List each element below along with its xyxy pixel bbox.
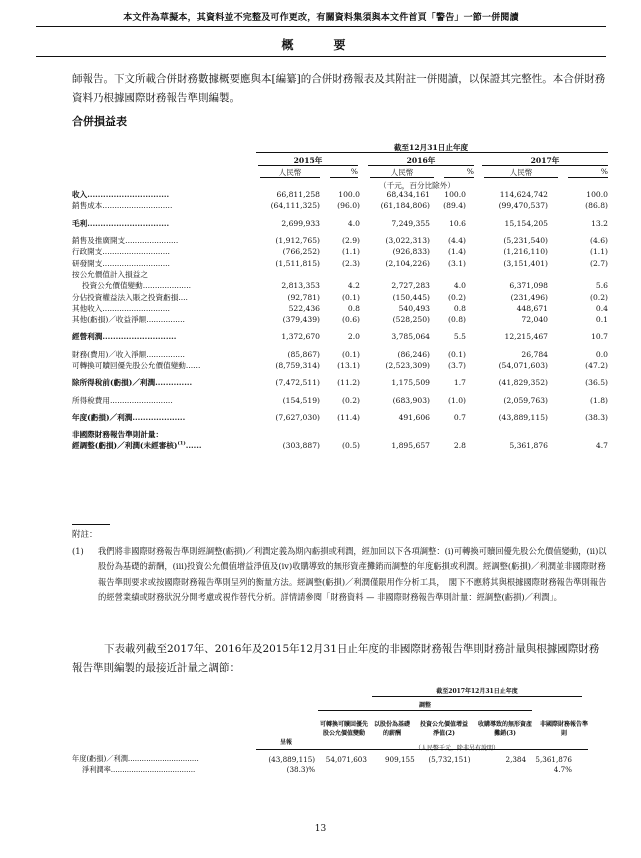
cell-value: 448,671	[516, 303, 548, 313]
recon-cell: 2,384	[505, 754, 527, 764]
cell-value: (1.4)	[447, 247, 466, 257]
cell-value: 66,811,258	[276, 190, 320, 200]
row-label: 非國際財務報告準則計量：	[72, 430, 164, 440]
cell-value: (0.6)	[341, 315, 360, 325]
cell-value	[320, 269, 360, 280]
page-number: 13	[314, 824, 327, 834]
cell-value: (2.3)	[341, 258, 360, 268]
cur-rule-5	[484, 177, 558, 178]
cell-value: (3,022,313)	[385, 236, 430, 246]
cell-value: (1,912,765)	[275, 236, 320, 246]
note-text: 我們將非國際財務報告準則經調整(虧損)／利潤定義為期內虧損或利潤，經加回以下各項調整：(i)可轉換可贖回優先股公允價值變動，(ii)以股份為基礎的薪酬，(iii)投資公允價值增益淨值及(iv)收購導致的無形資產攤銷而調整的年度虧損或利潤。經調整(虧損)／利潤並非國際財務報告準則要求或按國際財務報告準則呈列的衡量方法。經調整(虧損)／利潤僅限用作分析工具， 閣下不應將其與根據國際財務報告準則報告的經營業績或財務狀況分開考慮或視作替代分析。詳情請參閱「財務資料 — 非國際財務報告準則計量：經調整(虧損)／利潤」。	[98, 546, 607, 603]
row-label: 銷售及推廣開支......................	[72, 236, 179, 246]
cell-value: (36.5)	[585, 378, 608, 388]
recon-period-header: 截至2017年12月31日止年度	[436, 688, 518, 695]
cell-value: (303,887)	[282, 441, 320, 451]
cell-value: 1.7	[453, 378, 466, 388]
pct-2017: %	[600, 167, 608, 176]
cell-value: 0.7	[453, 412, 466, 422]
currency-2017: 人民幣	[509, 168, 533, 177]
row-label: 行政開支............................	[72, 247, 170, 257]
cell-value: (379,439)	[282, 315, 320, 325]
title-rule	[36, 56, 606, 57]
reconciliation-intro: 下表載列截至2017年、2016年及2015年12月31日止年度的非國際財務報告準則財務計量與根據國際財務報告準則編製的最接近計量之調節：	[72, 643, 600, 674]
cell-value: 4.0	[453, 281, 466, 291]
cell-value: 3,785,064	[391, 332, 430, 342]
cell-value: (86.8)	[585, 201, 608, 211]
cell-value: (683,903)	[392, 395, 430, 405]
cur-rule-4	[444, 177, 474, 178]
cell-value: 0.0	[595, 349, 608, 359]
row-label: 除所得稅前(虧損)／利潤..............	[72, 378, 193, 388]
cell-value: 2.8	[453, 441, 466, 451]
currency-2016: 人民幣	[390, 168, 414, 177]
cell-value: (89.4)	[443, 201, 466, 211]
cell-value: 72,040	[521, 315, 548, 325]
cell-value: (2.9)	[341, 236, 360, 246]
cell-value: 1,372,670	[281, 332, 320, 342]
recon-cell	[315, 765, 367, 776]
year-rule-2016	[368, 165, 474, 166]
row-label: 財務(費用)／收入淨額................	[72, 349, 185, 359]
cell-value: 100.0	[586, 190, 608, 200]
recon-cell: 4.7%	[553, 765, 572, 775]
cell-value: (11.4)	[337, 412, 360, 422]
row-label: 所得稅費用..........................	[72, 395, 173, 405]
cell-value: (2,059,763)	[503, 395, 548, 405]
recon-cell: 54,071,603	[325, 754, 367, 764]
cell-value: 1,895,657	[391, 441, 430, 451]
recon-cell: (43,889,115)	[268, 754, 316, 764]
header-rule	[36, 26, 606, 27]
cell-value: (86,246)	[397, 349, 430, 359]
recon-col-amortization: 收購導致的無形資產攤銷(3)	[478, 721, 533, 737]
cell-value	[320, 429, 360, 440]
cell-value: (2,523,309)	[385, 361, 430, 370]
year-rule-2017	[482, 165, 608, 166]
cell-value: (7,627,030)	[275, 412, 320, 422]
cell-value: (0.1)	[341, 292, 360, 302]
row-label: 其他(虧損)／收益淨額................	[72, 315, 185, 325]
cell-value: (4.6)	[589, 236, 608, 246]
row-label: 可轉換可贖回優先股公允價值變動......	[72, 361, 201, 370]
cell-value: 26,784	[521, 349, 548, 359]
cell-value: (41,829,352)	[498, 378, 548, 388]
note-number: (1)	[72, 546, 84, 556]
note-item	[72, 544, 608, 606]
recon-row-label: 淨利潤率.....................................	[82, 764, 196, 774]
cell-value: (7,472,511)	[275, 378, 320, 388]
cell-value: 0.1	[595, 315, 608, 325]
recon-col-preferred: 可轉換可贖回優先股公允價值變動	[319, 721, 368, 737]
cell-value: 0.8	[453, 303, 466, 313]
cell-value: 5.5	[453, 332, 466, 342]
cell-value: (3,151,401)	[503, 258, 548, 268]
cell-value	[260, 429, 320, 440]
cell-value: (61,184,806)	[380, 201, 430, 211]
reconciliation-table	[72, 754, 572, 775]
cur-rule-1	[260, 177, 320, 178]
cell-value: (1.8)	[589, 395, 608, 405]
cell-value: 491,606	[398, 412, 430, 422]
row-label: 收入...............................	[72, 190, 170, 200]
cell-value: (528,250)	[392, 315, 430, 325]
cell-value	[466, 269, 548, 280]
cell-value: (0.8)	[447, 315, 466, 325]
table-row	[72, 412, 608, 423]
table-row	[72, 360, 608, 371]
cell-value: 15,154,205	[504, 218, 548, 228]
cell-value: 4.2	[347, 281, 360, 291]
row-label: 銷售成本.............................	[72, 201, 173, 211]
cell-value: (13.1)	[337, 361, 360, 370]
cell-value: (38.3)	[585, 412, 608, 422]
recon-cell: 5,361,876	[535, 754, 572, 764]
row-label: 年度(虧損)／利潤....................	[72, 412, 186, 422]
recon-cell: 909,155	[384, 754, 415, 764]
year-rule-2015	[258, 165, 358, 166]
cell-value: 5.6	[595, 281, 608, 291]
cell-value: (1.1)	[589, 247, 608, 257]
recon-cell	[367, 765, 415, 776]
cell-value: (92,781)	[287, 292, 320, 302]
cell-value: (4.4)	[447, 236, 466, 246]
table-row	[72, 280, 608, 291]
income-statement-table	[72, 189, 608, 452]
cell-value: 2,699,933	[281, 218, 320, 228]
table-row	[72, 331, 608, 342]
recon-col-reported: 呈報	[279, 739, 292, 746]
cell-value: (85,867)	[287, 349, 320, 359]
cell-value: (47.2)	[585, 361, 608, 370]
cur-rule-6	[568, 177, 608, 178]
cell-value: (154,519)	[282, 395, 320, 405]
cell-value: 2.0	[347, 332, 360, 342]
cell-value: 100.0	[444, 190, 466, 200]
cell-value: 10.6	[449, 218, 466, 228]
pct-2015: %	[350, 167, 358, 176]
table-row	[72, 314, 608, 325]
recon-row	[72, 754, 572, 765]
year-2017: 2017年	[530, 156, 560, 165]
cell-value: (8,759,314)	[275, 361, 320, 370]
cell-value: (99,470,537)	[498, 201, 548, 211]
table-row	[72, 303, 608, 314]
cell-value: (0.2)	[447, 292, 466, 302]
cell-value: (5,231,540)	[503, 236, 548, 246]
recon-row	[72, 765, 572, 776]
page-title: 概 要	[281, 38, 360, 52]
cell-value: 540,493	[398, 303, 430, 313]
row-label: 毛利...............................	[72, 218, 170, 228]
cell-value: 12,215,467	[504, 332, 548, 342]
cell-value: (54,071,603)	[498, 361, 548, 370]
row-label: 其他收入............................	[72, 303, 170, 313]
cell-value: (3.1)	[447, 258, 466, 268]
cell-value: 2,727,283	[391, 281, 430, 291]
recon-cell	[471, 765, 527, 776]
recon-col-non-ifrs: 非國際財務報告準則	[540, 721, 589, 737]
draft-disclaimer: 本文件為草擬本，其資料並不完整及可作更改，有關資料集須與本文件首頁「警告」一節一併閱讀	[123, 13, 519, 23]
year-2015: 2015年	[293, 156, 323, 165]
cell-value: (0.2)	[341, 395, 360, 405]
cell-value: (926,833)	[392, 247, 430, 257]
cell-value: (766,252)	[282, 247, 320, 257]
cell-value: (0.1)	[447, 349, 466, 359]
period-header: 截至12月31日止年度	[393, 143, 469, 152]
recon-cell: (38.3)%	[286, 765, 316, 775]
row-label: 投資公允價值變動....................	[82, 281, 192, 291]
cell-value: 0.8	[347, 303, 360, 313]
recon-adjust-rule	[318, 710, 532, 711]
row-label: 分佔投資權益法入賬之投資虧損....	[72, 292, 188, 302]
cell-value: 1,175,509	[391, 378, 430, 388]
table-row	[72, 257, 608, 268]
cell-value: 522,436	[288, 303, 320, 313]
row-label: 經調整(虧損)／利潤(未經審核)$^{(1)}$......	[72, 440, 202, 451]
row-label: 按公允價值計入損益之	[72, 269, 148, 279]
cell-value: (1.0)	[447, 395, 466, 405]
recon-col-investment-gain: 投資公允價值增益淨值(2)	[419, 721, 468, 737]
section-title: 合併損益表	[72, 115, 127, 128]
table-row	[72, 269, 608, 280]
row-label: 研發開支............................	[72, 258, 170, 268]
cell-value	[360, 429, 430, 440]
cell-value: 68,434,161	[386, 190, 430, 200]
table-row	[72, 377, 608, 388]
cell-value: (2.7)	[589, 258, 608, 268]
cell-value: (0.5)	[341, 441, 360, 451]
cell-value: (231,496)	[510, 292, 548, 302]
recon-period-rule	[372, 696, 582, 697]
cell-value: (150,445)	[392, 292, 430, 302]
cell-value: (1,511,815)	[275, 258, 320, 268]
table-row	[72, 200, 608, 211]
currency-2015: 人民幣	[278, 168, 302, 177]
cell-value: (1.1)	[341, 247, 360, 257]
cell-value	[548, 429, 608, 440]
table-row	[72, 189, 608, 200]
table-row	[72, 349, 608, 360]
recon-cell: (5,732,151)	[428, 754, 471, 764]
cell-value	[260, 269, 320, 280]
cell-value: (43,889,115)	[498, 412, 548, 422]
recon-row-label: 年度(虧損)／利潤...............................	[72, 754, 199, 764]
cell-value	[548, 269, 608, 280]
cell-value	[360, 269, 430, 280]
cell-value: (1,216,110)	[503, 247, 548, 257]
cell-value: (0.2)	[589, 292, 608, 302]
cell-value: 4.0	[347, 218, 360, 228]
cell-value: (2,104,226)	[385, 258, 430, 268]
period-rule	[256, 152, 608, 153]
cur-rule-2	[330, 177, 358, 178]
recon-col-share-comp: 以股份為基礎的薪酬	[373, 721, 410, 737]
cell-value: 4.7	[595, 441, 608, 451]
cell-value: (64,111,325)	[270, 201, 320, 211]
row-label: 經營利潤............................	[72, 332, 177, 342]
cell-value	[466, 429, 548, 440]
cell-value: 7,249,355	[391, 218, 430, 228]
cell-value: 0.4	[595, 303, 608, 313]
cell-value: 10.7	[591, 332, 608, 342]
notes-rule	[72, 524, 110, 525]
unit-note: （千元，百分比除外）	[379, 181, 455, 190]
table-row	[72, 235, 608, 246]
cell-value: 2,813,353	[281, 281, 320, 291]
cur-rule-3	[370, 177, 434, 178]
cell-value: 100.0	[338, 190, 360, 200]
intro-paragraph: 師報告。下文所載合併財務數據概要應與本[編纂]的合併財務報表及其附註一併閱讀，以保證其完整性。本合併財務資料乃根據國際財務報告準則編製。	[72, 73, 606, 104]
table-row	[72, 429, 608, 440]
year-2016: 2016年	[406, 156, 436, 165]
cell-value: (0.1)	[341, 349, 360, 359]
table-row	[72, 291, 608, 302]
cell-value: (3.7)	[447, 361, 466, 370]
recon-unit: （人民幣千元，除非另有說明）	[414, 745, 499, 752]
notes-label: 附註：	[72, 530, 98, 540]
cell-value: (96.0)	[337, 201, 360, 211]
cell-value	[430, 429, 466, 440]
table-row	[72, 218, 608, 229]
table-row	[72, 246, 608, 257]
cell-value: 5,361,876	[509, 441, 548, 451]
cell-value: (11.2)	[337, 378, 360, 388]
cell-value: 114,624,742	[499, 190, 548, 200]
recon-cell	[415, 765, 471, 776]
cell-value: 13.2	[591, 218, 608, 228]
pct-2016: %	[466, 167, 474, 176]
cell-value	[430, 269, 466, 280]
cell-value: 6,371,098	[509, 281, 548, 291]
recon-adjust-header: 調整	[418, 702, 431, 709]
table-row	[72, 394, 608, 405]
table-row	[72, 440, 608, 451]
